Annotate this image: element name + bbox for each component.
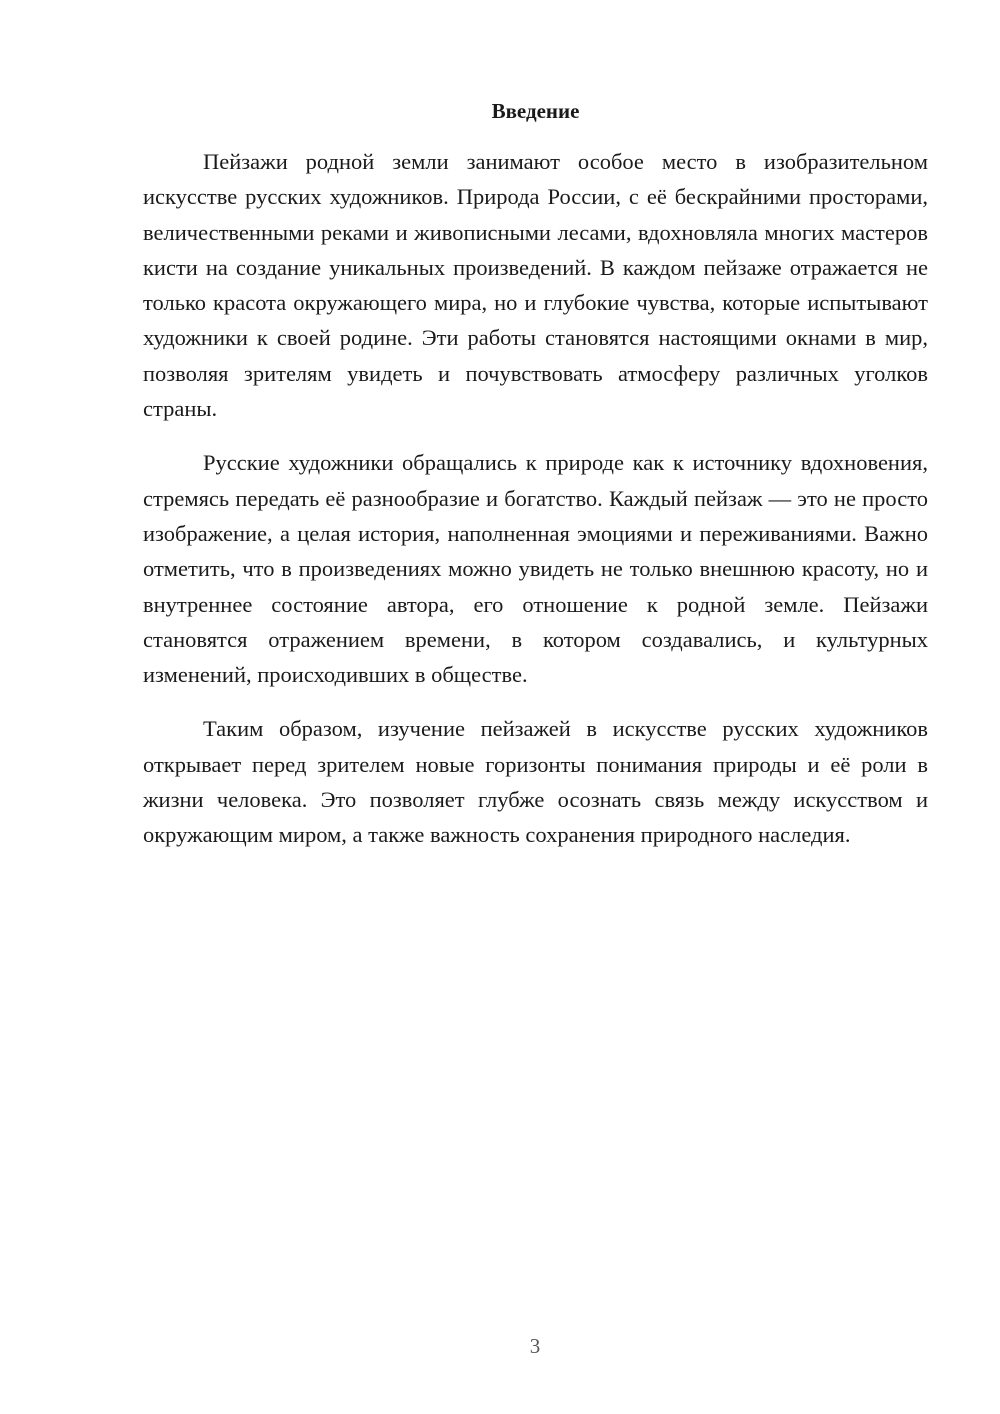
section-heading: Введение xyxy=(491,99,580,123)
page-content xyxy=(143,96,928,872)
paragraph-1: Пейзажи родной земли занимают особое место в изобразительном искусстве русских художников. Природа России, с её бескрайними просторами, величественными реками и живописными лесами, вдохновляла многих мастеров кисти на создание уникальных произведений. В каждом пейзаже отражается не только красота окружающего мира, но и глубокие чувства, которые испытывают художники к своей родине. Эти работы становятся настоящими окнами в мир, позволяя зрителям увидеть и почувствовать атмосферу различных уголков страны. xyxy=(143,149,928,422)
paragraph-2: Русские художники обращались к природе как к источнику вдохновения, стремясь передать её разнообразие и богатство. Каждый пейзаж — это не просто изображение, а целая история, наполненная эмоциями и переживаниями. Важно отметить, что в произведениях можно увидеть не только внешнюю красоту, но и внутреннее состояние автора, его отношение к родной земле. Пейзажи становятся отражением времени, в котором создавались, и культурных изменений, происходивших в обществе. xyxy=(143,450,928,688)
page-number: 3 xyxy=(529,1334,541,1358)
paragraph-3: Таким образом, изучение пейзажей в искусстве русских художников открывает перед зрителем новые горизонты понимания природы и её роли в жизни человека. Это позволяет глубже осознать связь между искусством и окружающим миром, а также важность сохранения природного наследия. xyxy=(143,716,928,848)
